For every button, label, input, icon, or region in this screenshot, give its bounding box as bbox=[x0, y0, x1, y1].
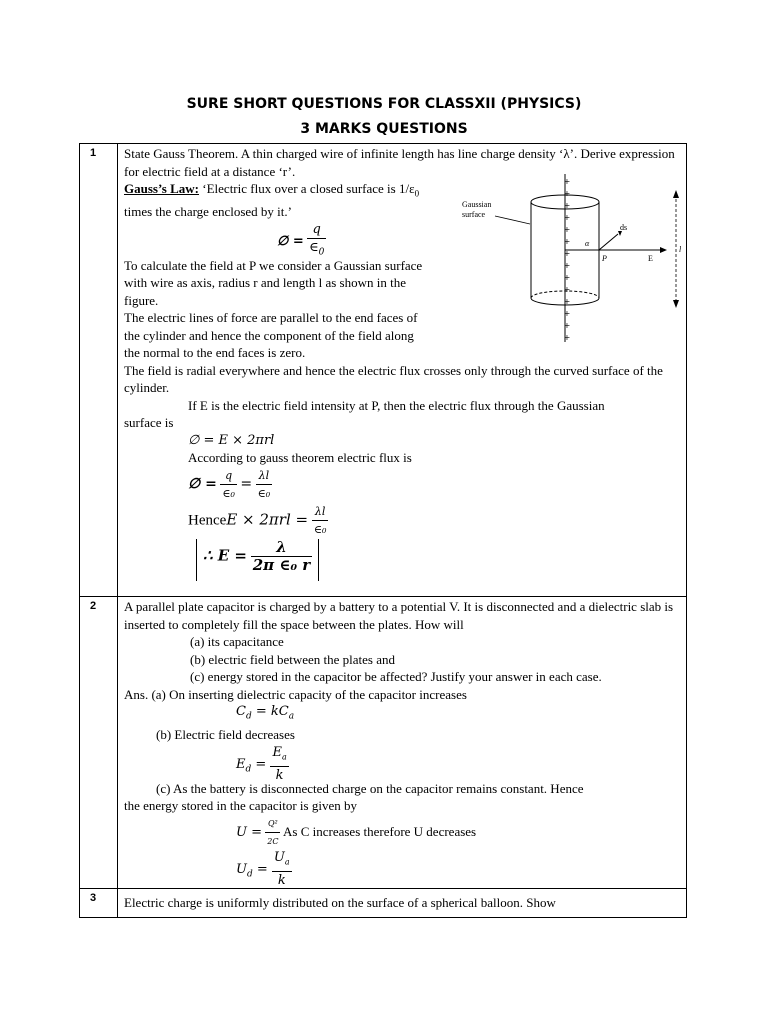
svg-text:+: + bbox=[563, 213, 571, 222]
eq-numerator: q bbox=[307, 221, 326, 240]
question-body bbox=[118, 144, 687, 597]
para-line: the cylinder and hence the component of the field along bbox=[124, 327, 414, 343]
question-row bbox=[80, 597, 687, 889]
question-number: 1 bbox=[80, 144, 118, 597]
option-b: (b) electric field between the plates and bbox=[190, 651, 396, 667]
eq-fraction: $\frac{\lambda l}{\text{∈₀}}$ bbox=[313, 504, 327, 537]
equation-energy-dielectric: $U_d$ = $\frac{U_a}{k}$ bbox=[236, 849, 290, 888]
svg-text:+: + bbox=[563, 261, 571, 270]
law-text: ‘Electric flux over a closed surface is 1/ε bbox=[199, 181, 415, 196]
answer-b: (b) Electric field decreases bbox=[156, 727, 295, 743]
question-number: 3 bbox=[80, 889, 118, 918]
svg-text:+: + bbox=[563, 177, 571, 186]
equation-gauss: ∅ = $\frac{q}{\text{∈₀}}$ = $\frac{\lambda l}{\text{∈₀}}$ bbox=[188, 467, 683, 503]
para-line: The field is radial everywhere and hence the electric flux crosses only through the curved surface of the cylinder. bbox=[124, 362, 663, 396]
para-line: According to gauss theorem electric flux is bbox=[188, 450, 412, 466]
question-row bbox=[80, 144, 687, 597]
equation-flux-surface: ∅ = E × 2πrl bbox=[188, 432, 275, 448]
eq-fraction: $\frac{\lambda}{\text{2π ∈₀ r}}$ bbox=[252, 537, 311, 575]
svg-text:+: + bbox=[563, 249, 571, 258]
question-body bbox=[118, 889, 687, 918]
fig-label-alpha: α bbox=[585, 239, 590, 248]
para-line: figure. bbox=[124, 292, 159, 308]
eq-fraction: $\frac{U_a}{k}$ bbox=[273, 849, 290, 888]
equation-capacitance: $C_d = kC_a$ bbox=[236, 704, 295, 722]
section-subtitle: 3 MARKS QUESTIONS bbox=[300, 121, 468, 137]
law-label: Gauss’s Law: bbox=[124, 181, 200, 196]
equation-field: $E_d$ = $\frac{E_a}{k}$ bbox=[236, 744, 287, 783]
question-text: State Gauss Theorem. A thin charged wire of infinite length has line charge density ‘λ’. Derive expression for electric field at a distance ‘r’. bbox=[124, 146, 675, 179]
svg-text:+: + bbox=[563, 189, 571, 198]
fig-label-p: P bbox=[602, 254, 607, 263]
para-line: the normal to the end faces is zero. bbox=[124, 345, 306, 361]
para-line: surface is bbox=[124, 415, 174, 431]
eq-denominator: $\in_0$ bbox=[309, 240, 325, 258]
question-text: Electric charge is uniformly distributed on the surface of a spherical balloon. Show bbox=[124, 895, 556, 910]
svg-text:+: + bbox=[563, 297, 571, 306]
fig-label-gaussian: Gaussian bbox=[462, 200, 492, 209]
fig-label-e: E bbox=[648, 254, 653, 263]
question-text: A parallel plate capacitor is charged by a battery to a potential V. It is disconnected and a dielectric slab is inserted to completely fill the space between the plates. How will bbox=[124, 599, 674, 632]
answer-a: Ans. (a) On inserting dielectric capacity of the capacitor increases bbox=[124, 686, 467, 702]
fig-label-ds: ds bbox=[620, 223, 628, 232]
equation-energy: U = $\frac{\text{Q²}}{2C}$ As C increases therefore U decreases bbox=[236, 815, 683, 849]
gauss-law-line bbox=[124, 180, 464, 203]
energy-note: As C increases therefore U decreases bbox=[283, 823, 477, 839]
eq-lhs: ∅ = bbox=[188, 475, 217, 492]
para-line: with wire as axis, radius r and length l as shown in the bbox=[124, 275, 406, 291]
eq-hence-label: Hence bbox=[188, 512, 227, 529]
equation-result: ∴ E = $\frac{\lambda}{\text{2π ∈₀ r}}$ bbox=[196, 539, 319, 581]
question-body bbox=[118, 597, 687, 889]
eq-fraction: $\frac{q}{\text{∈₀}}$ bbox=[222, 468, 235, 501]
svg-text:+: + bbox=[563, 201, 571, 210]
fig-label-surface: surface bbox=[462, 210, 486, 219]
question-number: 2 bbox=[80, 597, 118, 889]
svg-text:+: + bbox=[563, 309, 571, 318]
svg-text:+: + bbox=[563, 321, 571, 330]
option-a: (a) its capacitance bbox=[190, 634, 284, 649]
eq-fraction: $\frac{\lambda l}{\text{∈₀}}$ bbox=[257, 468, 271, 501]
document-title: SURE SHORT QUESTIONS FOR CLASSXII (PHYSICS) bbox=[186, 96, 582, 112]
para-line: To calculate the field at P we consider a Gaussian surface bbox=[124, 257, 423, 273]
option-c: (c) energy stored in the capacitor be affected? Justify your answer in each case. bbox=[190, 669, 602, 684]
para-line: The electric lines of force are parallel to the end faces of bbox=[124, 310, 418, 326]
svg-text:+: + bbox=[563, 285, 571, 294]
svg-text:+: + bbox=[563, 225, 571, 234]
fig-label-l: l bbox=[679, 245, 682, 254]
question-row bbox=[80, 889, 687, 918]
eq-fraction bbox=[307, 221, 326, 263]
law-text-continued: times the charge enclosed by it.’ bbox=[124, 204, 292, 220]
eq-lhs: ∅ = bbox=[277, 233, 304, 249]
para-line: If E is the electric field intensity at P, then the electric flux through the Gaussian bbox=[188, 397, 605, 413]
gaussian-surface-figure bbox=[460, 174, 680, 342]
svg-text:+: + bbox=[563, 273, 571, 282]
law-text-sub: 0 bbox=[414, 188, 420, 199]
eq-fraction: $\frac{\text{Q²}}{2C}$ bbox=[265, 815, 280, 851]
svg-text:+: + bbox=[563, 333, 571, 342]
equation-hence: HenceE × 2πrl = $\frac{\lambda l}{\text{∈₀}}$ bbox=[188, 503, 683, 539]
answer-c-continued: the energy stored in the capacitor is given by bbox=[124, 798, 357, 814]
answer-c: (c) As the battery is disconnected charge on the capacitor remains constant. Hence bbox=[156, 780, 584, 796]
eq-fraction: $\frac{E_a}{k}$ bbox=[272, 744, 287, 783]
svg-text:+: + bbox=[563, 237, 571, 246]
questions-table bbox=[79, 143, 687, 918]
